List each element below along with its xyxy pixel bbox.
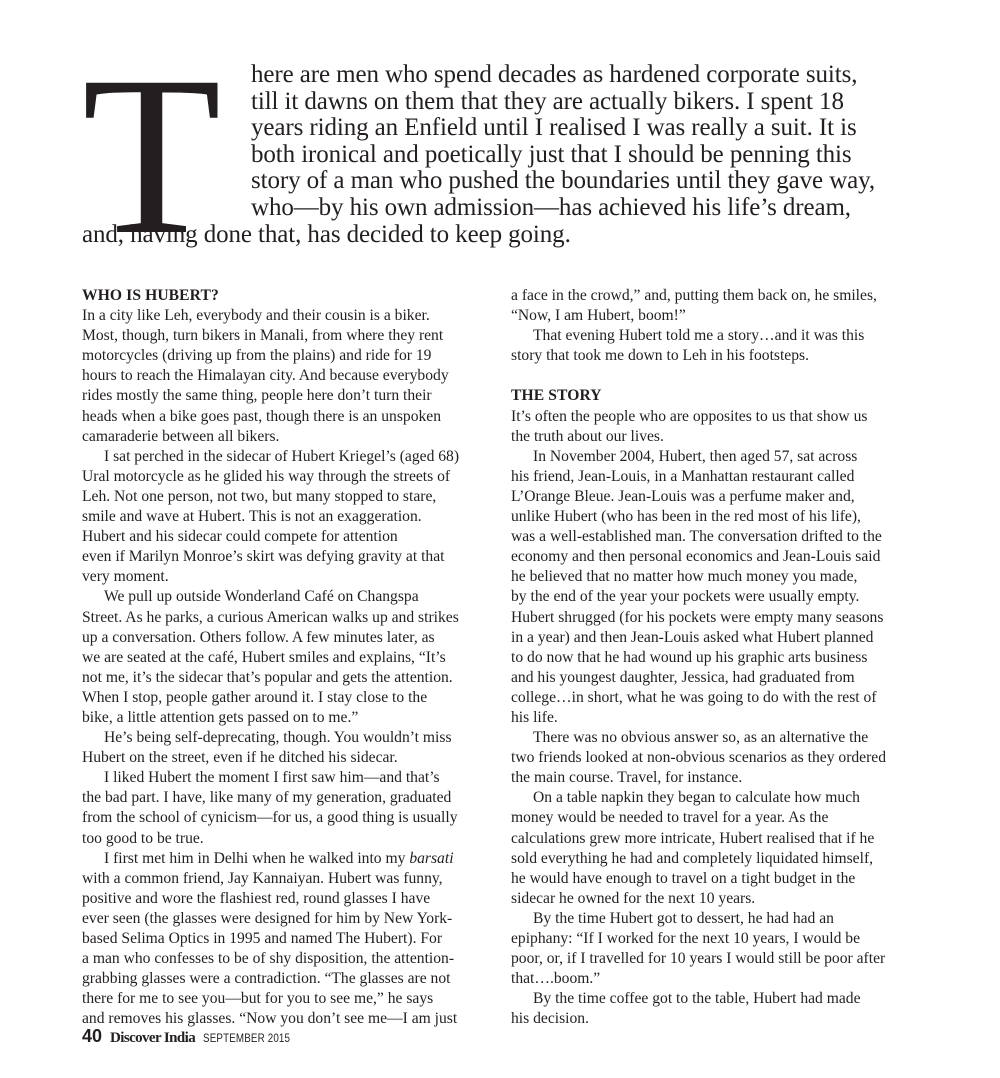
body-line: Hubert and his sidecar could compete for attention	[82, 528, 398, 546]
body-line: we are seated at the café, Hubert smiles and explains, “It’s	[82, 648, 446, 666]
body-line: and his youngest daughter, Jessica, had graduated from	[511, 668, 855, 686]
intro-paragraph	[82, 30, 942, 282]
body-line: positive and wore the flashiest red, round glasses I have	[82, 889, 431, 907]
body-line: sold everything he had and completely liquidated himself,	[511, 849, 874, 867]
body-line: Street. As he parks, a curious American walks up and strikes	[82, 608, 459, 626]
body-line: based Selima Optics in 1995 and named The Hubert). For	[82, 930, 443, 947]
body-line: a face in the crowd,” and, putting them back on, he smiles,	[511, 287, 877, 304]
body-line: heads when a bike goes past, though there is an unspoken	[82, 407, 442, 425]
left-column	[82, 286, 497, 1029]
issue-date: SEPTEMBER 2015	[203, 1033, 291, 1045]
body-line: rides mostly the same thing, people here don’t turn their	[82, 387, 432, 405]
body-line: bike, a little attention gets passed on to me.”	[82, 708, 359, 726]
body-line: Hubert shrugged (for his pockets were empty many seasons	[511, 608, 884, 626]
body-line: not me, it’s the sidecar that’s popular and gets the attention.	[82, 668, 453, 686]
body-line: In a city like Leh, everybody and their cousin is a biker.	[82, 307, 430, 325]
intro-line: years riding an Enfield until I realised I was really a suit. It is	[251, 114, 857, 142]
drop-cap: T	[82, 30, 220, 282]
section-heading-the-story: THE STORY	[511, 387, 602, 405]
body-line: camaraderie between all bikers.	[82, 427, 280, 445]
intro-line: and, having done that, has decided to keep going.	[82, 220, 571, 248]
intro-line: here are men who spend decades as hardened corporate suits,	[251, 61, 858, 88]
body-line: In November 2004, Hubert, then aged 57, sat across	[533, 447, 858, 465]
body-line: We pull up outside Wonderland Café on Changspa	[104, 588, 419, 606]
italic-term-barsati: barsati	[409, 849, 454, 867]
magazine-name: Discover India	[110, 1030, 196, 1046]
body-line: the truth about our lives.	[511, 427, 664, 445]
body-line: calculations grew more intricate, Hubert realised that if he	[511, 829, 875, 847]
body-line: I sat perched in the sidecar of Hubert Kriegel’s (aged 68)	[104, 447, 460, 465]
body-line: It’s often the people who are opposites to us that show us	[511, 407, 868, 425]
body-line: the main course. Travel, for instance.	[511, 769, 743, 787]
body-line: even if Marilyn Monroe’s skirt was defying gravity at that	[82, 548, 445, 566]
body-line: the bad part. I have, like many of my generation, graduated	[82, 789, 452, 807]
body-line: motorcycles (driving up from the plains) and ride for 19	[82, 347, 432, 365]
body-line: Hubert on the street, even if he ditched his sidecar.	[82, 749, 398, 767]
intro-line: story of a man who pushed the boundaries until they gave way,	[251, 167, 876, 195]
body-line: was a well-established man. The conversation drifted to the	[511, 528, 882, 546]
body-line: a man who confesses to be of shy disposition, the attention-	[82, 950, 455, 968]
body-line: grabbing glasses were a contradiction. “The glasses are not	[82, 970, 451, 988]
body-line: he would have enough to travel on a tight budget in the	[511, 869, 856, 887]
section-spacer	[511, 366, 926, 386]
body-line: poor, or, if I travelled for 10 years I would still be poor after	[511, 950, 886, 968]
body-line: in a year) and then Jean-Louis asked what Hubert planned	[511, 628, 874, 646]
body-line	[82, 849, 497, 869]
intro-line: who—by his own admission—has achieved his life’s dream,	[251, 193, 851, 221]
body-line: up a conversation. Others follow. A few minutes later, as	[82, 628, 435, 646]
body-line: and removes his glasses. “Now you don’t see me—I am just	[82, 1010, 458, 1028]
body-line: L’Orange Bleue. Jean-Louis was a perfume maker and,	[511, 487, 855, 505]
body-line: story that took me down to Leh in his footsteps.	[511, 347, 809, 365]
body-line: too good to be true.	[82, 829, 204, 847]
intro-line: both ironical and poetically just that I should be penning this	[251, 140, 852, 168]
page-footer	[82, 1026, 306, 1048]
body-line: hours to reach the Himalayan city. And because everybody	[82, 367, 449, 385]
body-line: his decision.	[511, 1010, 589, 1028]
body-line: By the time Hubert got to dessert, he had had an	[533, 909, 834, 927]
intro-line: till it dawns on them that they are actually bikers. I spent 18	[251, 87, 844, 115]
section-heading-who-is-hubert: WHO IS HUBERT?	[82, 287, 219, 304]
body-line: his life.	[511, 708, 558, 726]
body-line: Leh. Not one person, not two, but many stopped to stare,	[82, 487, 437, 505]
body-line: There was no obvious answer so, as an alternative the	[533, 729, 869, 747]
body-line: by the end of the year your pockets were usually empty.	[511, 588, 860, 606]
body-line: that….boom.”	[511, 970, 601, 988]
body-line: On a table napkin they began to calculate how much	[533, 789, 860, 807]
body-line: college…in short, what he was going to do with the rest of	[511, 688, 877, 706]
body-line: Most, though, turn bikers in Manali, from where they rent	[82, 327, 444, 345]
body-line: his friend, Jean-Louis, in a Manhattan restaurant called	[511, 467, 855, 485]
body-line: very moment.	[82, 568, 169, 586]
right-column	[511, 286, 926, 1029]
body-line: When I stop, people gather around it. I stay close to the	[82, 688, 428, 706]
page-number: 40	[82, 1026, 103, 1046]
body-line: smile and wave at Hubert. This is not an exaggeration.	[82, 508, 422, 526]
body-line: “Now, I am Hubert, boom!”	[511, 307, 686, 325]
body-line: sidecar he owned for the next 10 years.	[511, 889, 756, 907]
body-line: epiphany: “If I worked for the next 10 years, I would be	[511, 930, 861, 947]
body-line: he believed that no matter how much money you made,	[511, 568, 858, 586]
body-line: By the time coffee got to the table, Hubert had made	[533, 990, 861, 1008]
body-line: there for me to see you—but for you to see me,” he says	[82, 990, 434, 1008]
body-line: ever seen (the glasses were designed for him by New York-	[82, 909, 453, 927]
body-line: money would be needed to travel for a year. As the	[511, 809, 829, 827]
body-line-text: I first met him in Delhi when he walked into my	[104, 849, 410, 867]
body-line: economy and then personal economics and Jean-Louis said	[511, 548, 881, 566]
body-line: two friends looked at non-obvious scenarios as they ordered	[511, 749, 887, 767]
body-line: with a common friend, Jay Kannaiyan. Hubert was funny,	[82, 869, 443, 887]
body-line: from the school of cynicism—for us, a good thing is usually	[82, 809, 458, 827]
body-line: Ural motorcycle as he glided his way through the streets of	[82, 467, 451, 485]
body-line: He’s being self-deprecating, though. You wouldn’t miss	[104, 729, 452, 747]
body-line: I liked Hubert the moment I first saw him—and that’s	[104, 769, 440, 787]
body-line: That evening Hubert told me a story…and it was this	[533, 327, 865, 345]
body-line: to do now that he had wound up his graphic arts business	[511, 648, 868, 666]
body-line: unlike Hubert (who has been in the red most of his life),	[511, 508, 861, 526]
